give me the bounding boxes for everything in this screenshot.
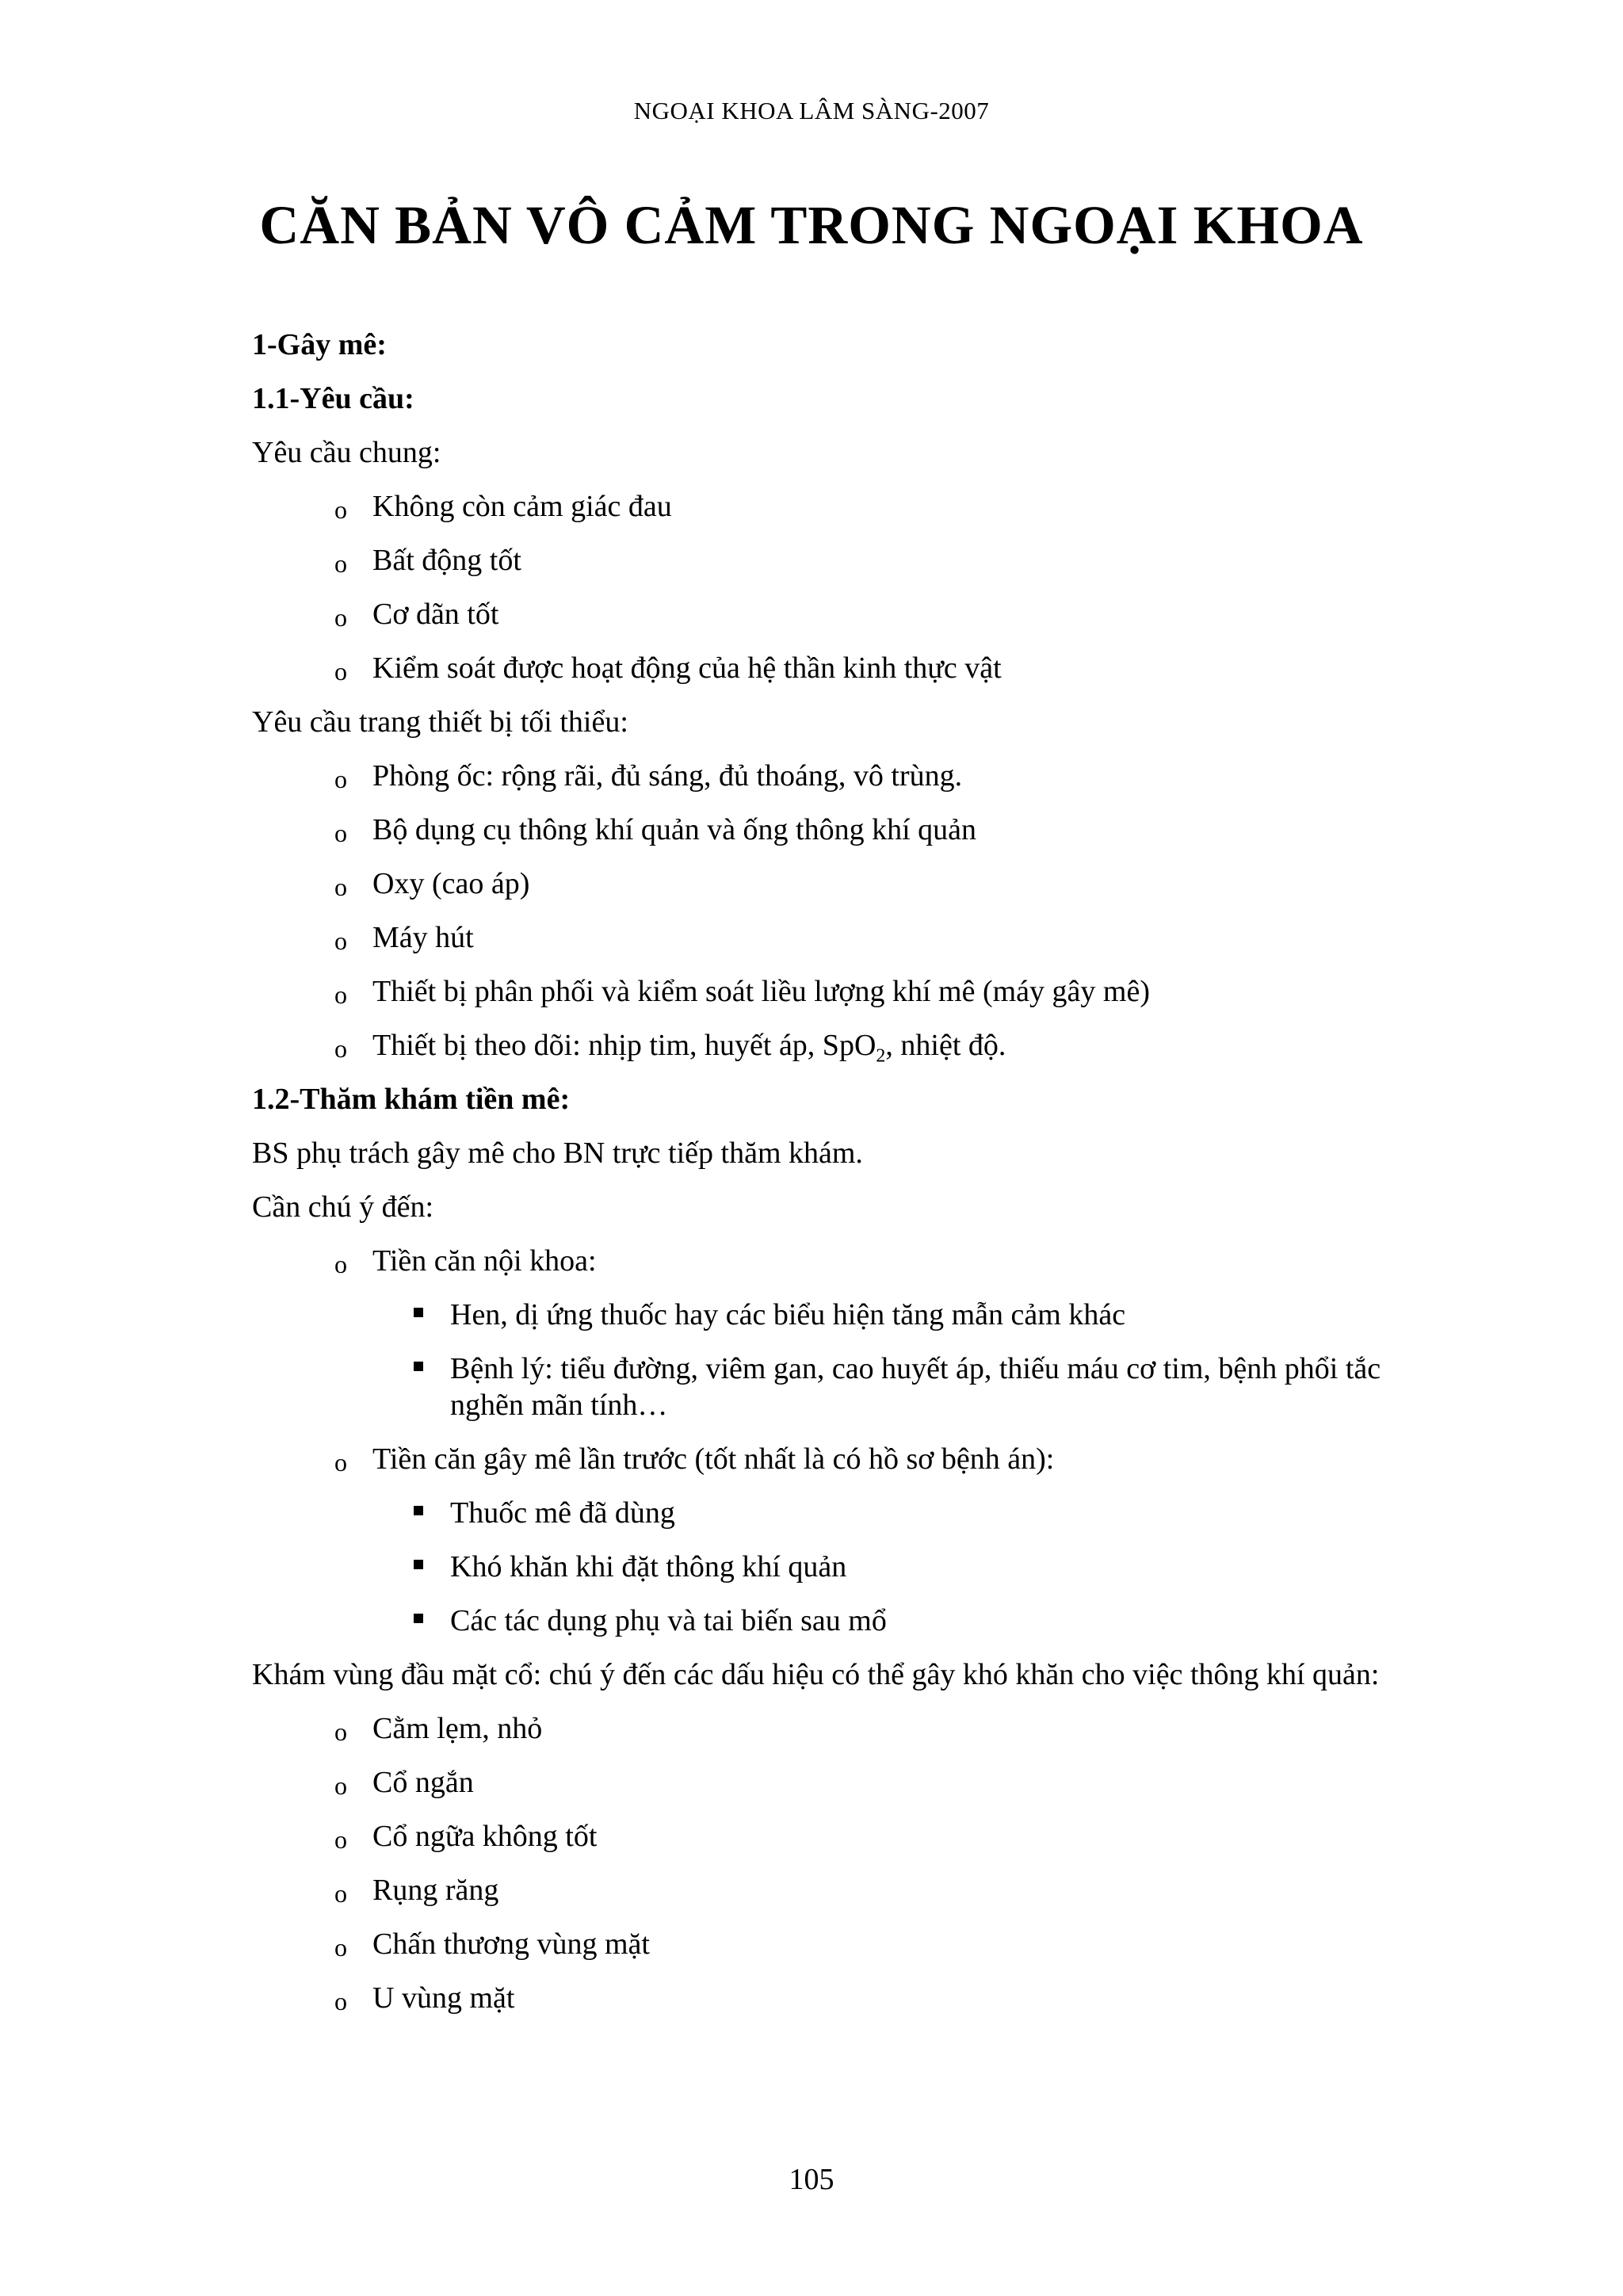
circle-bullet-icon: o <box>334 1771 347 1800</box>
medical-history-sublist <box>414 1297 1423 1423</box>
circle-bullet-icon: o <box>334 603 347 632</box>
head-neck-signs-list <box>334 1710 1423 2016</box>
document-body <box>252 327 1423 2034</box>
equipment-requirements-label: Yêu cầu trang thiết bị tối thiểu: <box>252 705 628 739</box>
circle-bullet-icon: o <box>334 819 347 847</box>
history-list <box>334 1243 1423 1639</box>
list-item: o Thiết bị phân phối và kiểm soát liều lượng khí mê (máy gây mê) <box>334 973 1423 1010</box>
circle-bullet-icon: o <box>334 1879 347 1908</box>
subsection-heading-requirements: 1.1-Yêu cầu: <box>252 382 414 415</box>
list-item: o Máy hút <box>334 919 1423 956</box>
list-item-medical-history: o Tiền căn nội khoa: Hen, dị ứng thuốc hay các biểu hiện tăng mẫn cảm khác Bệnh lý: tiểu đường, viêm gan, cao huyết áp, thiếu máu cơ tim, bệnh phổi tắc nghẽn mãn tính… <box>334 1243 1423 1423</box>
list-item: o Rụng răng <box>334 1872 1423 1908</box>
circle-bullet-icon: o <box>334 1448 347 1477</box>
square-bullet-icon <box>414 1614 423 1623</box>
list-item: o Chấn thương vùng mặt <box>334 1926 1423 1962</box>
circle-bullet-icon: o <box>334 657 347 686</box>
circle-bullet-icon: o <box>334 495 347 524</box>
list-item: Hen, dị ứng thuốc hay các biểu hiện tăng mẫn cảm khác <box>414 1297 1423 1333</box>
list-item: o U vùng mặt <box>334 1980 1423 2016</box>
list-item-monitoring: o Thiết bị theo dõi: nhịp tim, huyết áp, SpO$_2$, nhiệt độ. <box>334 1029 1006 1067</box>
circle-bullet-icon: o <box>334 1933 347 1962</box>
circle-bullet-icon: o <box>334 549 347 578</box>
list-item: o Bất động tốt <box>334 542 1423 579</box>
page-number: 105 <box>789 2163 834 2196</box>
circle-bullet-icon: o <box>334 980 347 1009</box>
general-requirements-label: Yêu cầu chung: <box>252 436 441 469</box>
list-item: o Cơ dãn tốt <box>334 596 1423 632</box>
list-item: o Cổ ngữa không tốt <box>334 1818 1423 1855</box>
exam-intro: BS phụ trách gây mê cho BN trực tiếp thăm khám. <box>252 1137 863 1170</box>
attention-label: Cần chú ý đến: <box>252 1190 434 1224</box>
list-item-anesthesia-history: o Tiền căn gây mê lần trước (tốt nhất là có hồ sơ bệnh án): Thuốc mê đã dùng Khó khăn khi đặt thông khí quản Các tác dụng phụ và tai biến sau mổ <box>334 1441 1423 1639</box>
running-header: NGOẠI KHOA LÂM SÀNG-2007 <box>633 97 990 124</box>
square-bullet-icon <box>414 1506 423 1515</box>
circle-bullet-icon: o <box>334 873 347 901</box>
circle-bullet-icon: o <box>334 1987 347 2015</box>
circle-bullet-icon: o <box>334 1825 347 1854</box>
list-item: o Không còn cảm giác đau <box>334 488 1423 525</box>
page-title: CĂN BẢN VÔ CẢM TRONG NGOẠI KHOA <box>259 195 1364 255</box>
list-item: Bệnh lý: tiểu đường, viêm gan, cao huyết áp, thiếu máu cơ tim, bệnh phổi tắc nghẽn mãn tính… <box>414 1350 1423 1423</box>
list-item: o Phòng ốc: rộng rãi, đủ sáng, đủ thoáng, vô trùng. <box>334 758 1423 794</box>
list-item: Khó khăn khi đặt thông khí quản <box>414 1549 1423 1585</box>
circle-bullet-icon: o <box>334 926 347 955</box>
equipment-list <box>334 758 1423 1067</box>
circle-bullet-icon: o <box>334 1250 347 1278</box>
head-neck-exam-paragraph: Khám vùng đầu mặt cổ: chú ý đến các dấu hiệu có thể gây khó khăn cho việc thông khí quản: <box>252 1658 1380 1691</box>
list-item: Thuốc mê đã dùng <box>414 1495 1423 1531</box>
square-bullet-icon <box>414 1560 423 1569</box>
section-heading: 1-Gây mê: <box>252 328 387 361</box>
circle-bullet-icon: o <box>334 1717 347 1746</box>
anesthesia-history-sublist <box>414 1495 1423 1639</box>
list-item: o Cổ ngắn <box>334 1764 1423 1801</box>
list-item: o Bộ dụng cụ thông khí quản và ống thông khí quản <box>334 812 1423 848</box>
list-item: o Oxy (cao áp) <box>334 865 1423 902</box>
square-bullet-icon <box>414 1308 423 1317</box>
circle-bullet-icon: o <box>334 1034 347 1063</box>
list-item: Các tác dụng phụ và tai biến sau mổ <box>414 1603 1423 1639</box>
general-requirements-list <box>334 488 1423 686</box>
square-bullet-icon <box>414 1362 423 1371</box>
list-item: o Kiểm soát được hoạt động của hệ thần kinh thực vật <box>334 650 1423 686</box>
list-item: o Cằm lẹm, nhỏ <box>334 1710 1423 1747</box>
subsection-heading-pre-anesthesia-exam: 1.2-Thăm khám tiền mê: <box>252 1083 571 1116</box>
circle-bullet-icon: o <box>334 765 347 793</box>
